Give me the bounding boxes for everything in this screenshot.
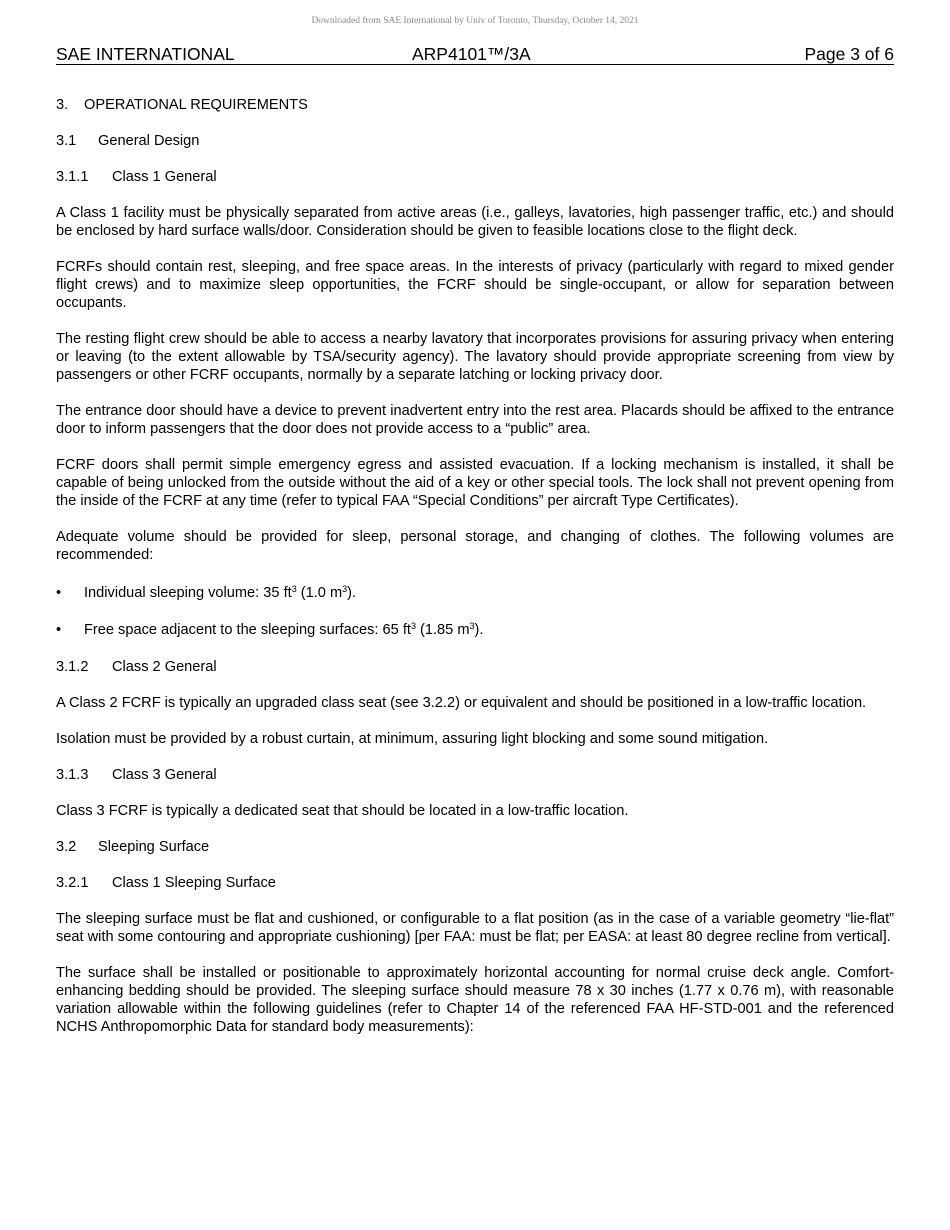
section-number: 3. — [56, 97, 69, 113]
section-title: OPERATIONAL REQUIREMENTS — [84, 97, 308, 113]
volume-list — [56, 584, 894, 639]
section-title: General Design — [98, 133, 200, 149]
section-heading-3-1-2 — [56, 658, 894, 676]
paragraph-class3-seat: Class 3 FCRF is typically a dedicated seat that should be located in a low-traffic location. — [56, 803, 629, 819]
paragraph-emergency-egress: FCRF doors shall permit simple emergency egress and assisted evacuation. If a locking mechanism is installed, it shall be capable of being unlocked from the outside without the aid of a key or other special tools. The lock shall not prevent opening from the inside of the FCRF at any time (refer to typical FAA “Special Conditions” per aircraft Type Certificates). — [56, 457, 894, 509]
section-number: 3.1 — [56, 133, 77, 149]
paragraph-class1-separation: A Class 1 facility must be physically separated from active areas (i.e., galleys, lavatories, high passenger traffic, etc.) and should be enclosed by hard surface walls/door. Consideration should be given to feasible locations close to the flight deck. — [56, 205, 894, 239]
paragraph-surface-dimensions: The surface shall be installed or positionable to approximately horizontal accounting for normal cruise deck angle. Comfort-enhancing bedding should be provided. The sleeping surface should measure 78 x 30 inches (1.77 x 0.76 m), with reasonable variation allowable within the following guidelines (refer to Chapter 14 of the referenced FAA HF-STD-001 and the referenced NCHS Anthropomorphic Data for standard body measurements): — [56, 965, 894, 1035]
page-header — [56, 44, 894, 65]
download-watermark: Downloaded from SAE International by Univ of Toronto, Thursday, October 14, 2021 — [311, 16, 639, 26]
section-title: Class 3 General — [112, 767, 217, 783]
paragraph-sleeping-surface-flat: The sleeping surface must be flat and cushioned, or configurable to a flat position (as in the case of a variable geometry “lie-flat” seat with some contouring and appropriate cushioning) [per FAA: must be flat; per EASA: at least 80 degree recline from vertical]. — [56, 911, 894, 945]
section-number: 3.1.3 — [56, 767, 89, 783]
document-body — [56, 96, 894, 1054]
section-title: Class 1 Sleeping Surface — [112, 875, 276, 891]
paragraph-isolation-curtain: Isolation must be provided by a robust curtain, at minimum, assuring light blocking and some sound mitigation. — [56, 731, 769, 747]
section-heading-3-1-1 — [56, 168, 894, 186]
paragraph-adequate-volume: Adequate volume should be provided for sleep, personal storage, and changing of clothes. The following volumes are recommended: — [56, 529, 894, 563]
section-number: 3.1.2 — [56, 659, 89, 675]
list-item: • Free space adjacent to the sleeping surfaces: 65 $ft^3$ (1.85 $m^3$). — [56, 621, 484, 638]
section-heading-3-2-1 — [56, 874, 894, 892]
section-heading-3-2 — [56, 838, 894, 856]
header-document-id: ARP4101™/3A — [412, 44, 531, 64]
section-heading-3-1 — [56, 132, 894, 150]
section-number: 3.1.1 — [56, 169, 89, 185]
section-title: Class 1 General — [112, 169, 217, 185]
header-organization: SAE INTERNATIONAL — [56, 44, 235, 64]
list-item: • Individual sleeping volume: 35 $ft^3$ (1.0 $m^3$). — [56, 584, 357, 601]
bullet-icon: • — [56, 622, 62, 638]
section-number: 3.2.1 — [56, 875, 89, 891]
section-title: Class 2 General — [112, 659, 217, 675]
section-title: Sleeping Surface — [98, 839, 210, 855]
paragraph-lavatory-access: The resting flight crew should be able to access a nearby lavatory that incorporates provisions for assuring privacy when entering or leaving (to the extent allowable by TSA/security agency). The lavatory should provide appropriate screening from view by passengers or other FCRF occupants, normally by a separate latching or locking privacy door. — [56, 331, 894, 383]
paragraph-fcrf-areas: FCRFs should contain rest, sleeping, and free space areas. In the interests of privacy (particularly with regard to mixed gender flight crews) and to maximize sleep opportunities, the FCRF should be single-occupant, or allow for separation between occupants. — [56, 259, 894, 311]
section-heading-3 — [56, 96, 894, 114]
header-page-number: Page 3 of 6 — [804, 44, 894, 64]
section-number: 3.2 — [56, 839, 77, 855]
section-heading-3-1-3 — [56, 766, 894, 784]
bullet-icon: • — [56, 585, 62, 601]
paragraph-class2-seat: A Class 2 FCRF is typically an upgraded class seat (see 3.2.2) or equivalent and should be positioned in a low-traffic location. — [56, 695, 867, 711]
paragraph-entrance-door: The entrance door should have a device to prevent inadvertent entry into the rest area. Placards should be affixed to the entrance door to inform passengers that the door does not provide access to a “public” area. — [56, 403, 894, 437]
